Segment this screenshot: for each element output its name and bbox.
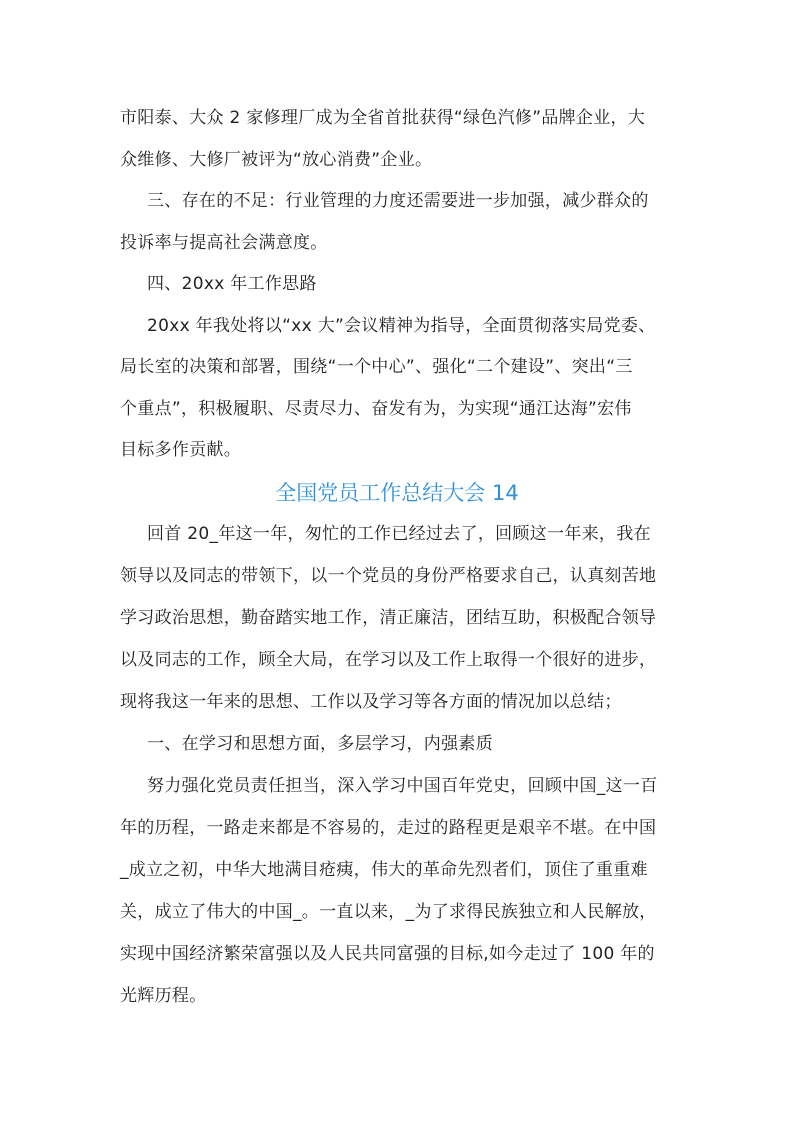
- paragraph-line: 市阳泰、大众 2 家修理厂成为全省首批获得“绿色汽修”品牌企业，大: [120, 108, 646, 128]
- paragraph-line: 努力强化党员责任担当，深入学习中国百年党史，回顾中国_这一百: [147, 776, 658, 796]
- paragraph-line: 个重点”，积极履职、尽责尽力、奋发有为，为实现“通江达海”宏伟: [120, 399, 632, 419]
- paragraph-line: 以及同志的工作，顾全大局，在学习以及工作上取得一个很好的进步，: [120, 650, 657, 670]
- paragraph-line: 领导以及同志的带领下，以一个党员的身份严格要求自己，认真刻苦地: [120, 566, 657, 586]
- paragraph-line: 关，成立了伟大的中国_。一直以来，_为了求得民族独立和人民解放，: [120, 902, 657, 922]
- paragraph-line: 众维修、大修厂被评为“放心消费”企业。: [120, 150, 433, 170]
- section-heading: 四、20xx 年工作思路: [147, 274, 317, 294]
- section-heading: 一、在学习和思想方面，多层学习，内强素质: [147, 734, 493, 754]
- paragraph-line: 目标多作贡献。: [120, 440, 242, 460]
- paragraph-line: _成立之初，中华大地满目疮痍，伟大的革命先烈者们，顶住了重重难: [120, 860, 648, 880]
- paragraph-line: 投诉率与提高社会满意度。: [120, 233, 328, 253]
- paragraph-line: 20xx 年我处将以“xx 大”会议精神为指导，全面贯彻落实局党委、: [147, 316, 656, 336]
- paragraph-line: 局长室的决策和部署，围绕“一个中心”、强化“二个建设”、突出“三: [120, 357, 633, 377]
- paragraph-line: 学习政治思想，勤奋踏实地工作，清正廉洁，团结互助，积极配合领导: [120, 608, 657, 628]
- page-title: 全国党员工作总结大会 14: [275, 481, 519, 505]
- paragraph-line: 光辉历程。: [120, 986, 207, 1006]
- paragraph-line: 回首 20_年这一年，匆忙的工作已经过去了，回顾这一年来，我在: [147, 524, 651, 544]
- paragraph-line: 三、存在的不足：行业管理的力度还需要进一步加强，减少群众的: [147, 191, 649, 211]
- paragraph-line: 现将我这一年来的思想、工作以及学习等各方面的情况加以总结；: [120, 692, 622, 712]
- paragraph-line: 年的历程，一路走来都是不容易的，走过的路程更是艰辛不堪。在中国: [120, 818, 657, 838]
- paragraph-line: 实现中国经济繁荣富强以及人民共同富强的目标,如今走过了 100 年的: [120, 944, 655, 964]
